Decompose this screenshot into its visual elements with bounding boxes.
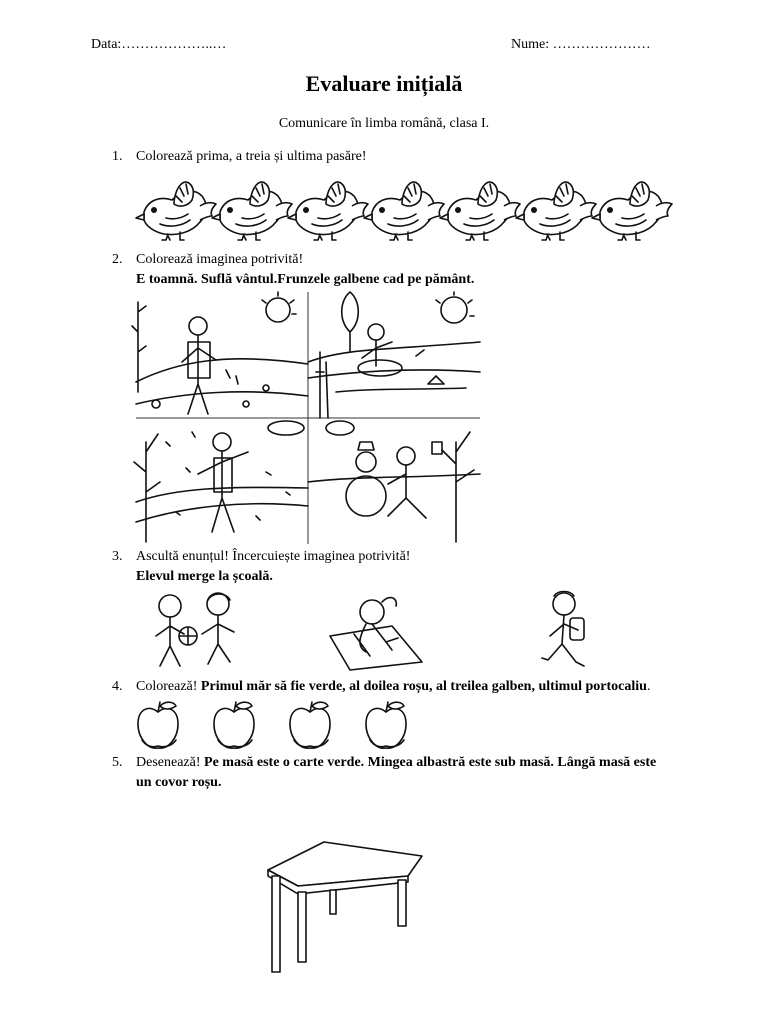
bird-icon: [212, 182, 292, 240]
question-1-number: 1.: [112, 149, 123, 164]
page-subtitle: Comunicare în limba română, clasa I.: [278, 116, 490, 131]
table-icon: [228, 834, 450, 974]
question-5-instruction-prefix: Desenează!: [136, 755, 205, 770]
bird-icon: [364, 182, 444, 240]
child-drawing-image: [326, 590, 426, 672]
question-2: [112, 250, 475, 290]
question-3-number: 3.: [112, 549, 123, 564]
bird-icon: [288, 182, 368, 240]
apples-row: [134, 698, 424, 750]
spring-scene: [132, 292, 308, 414]
question-2-sentence: E toamnă. Suflă vântul.Frunzele galbene cad pe pământ.: [136, 272, 475, 287]
page-title: Evaluare inițială: [305, 71, 463, 96]
question-4-number: 4.: [112, 679, 123, 694]
bird-icon: [516, 182, 596, 240]
question-4-instruction-prefix: Colorează!: [136, 679, 201, 694]
bird-icon: [592, 182, 672, 240]
apple-icon: [290, 702, 330, 748]
question-5: [112, 753, 657, 793]
question-1: [112, 147, 367, 167]
question-4: [112, 677, 651, 697]
summer-scene: [308, 292, 480, 418]
seasons-grid: [136, 292, 480, 544]
question-3-instruction: Ascultă enunțul! Încercuiește imaginea potrivită!: [136, 549, 411, 564]
question-5-number: 5.: [112, 755, 123, 770]
birds-row: [134, 170, 674, 250]
bird-icon: [440, 182, 520, 240]
question-4-instruction-suffix: .: [646, 679, 651, 694]
name-field-label: Nume: …………………: [511, 37, 651, 52]
autumn-scene: [134, 421, 308, 542]
question-5-instruction-bold-line2: un covor roșu.: [136, 775, 222, 790]
question-2-number: 2.: [112, 252, 123, 267]
apple-icon: [138, 702, 178, 748]
question-1-instruction: Colorează prima, a treia și ultima pasăre!: [136, 149, 367, 164]
winter-scene: [308, 421, 480, 542]
question-5-instruction-bold-line1: Pe masă este o carte verde. Mingea albastră este sub masă. Lângă masă este: [204, 755, 657, 770]
question-4-instruction-bold: Primul măr să fie verde, al doilea roșu, al treilea galben, ultimul portocaliu: [200, 679, 647, 694]
question-2-instruction: Colorează imaginea potrivită!: [136, 252, 304, 267]
children-playing-ball-image: [146, 590, 246, 672]
question-3: [112, 547, 411, 587]
apple-icon: [214, 702, 254, 748]
apple-icon: [366, 702, 406, 748]
schoolboy-walking-image: [526, 590, 606, 672]
question-3-sentence: Elevul merge la școală.: [136, 569, 273, 584]
bird-icon: [136, 182, 216, 240]
date-field-label: Data:………………..…: [91, 37, 227, 52]
